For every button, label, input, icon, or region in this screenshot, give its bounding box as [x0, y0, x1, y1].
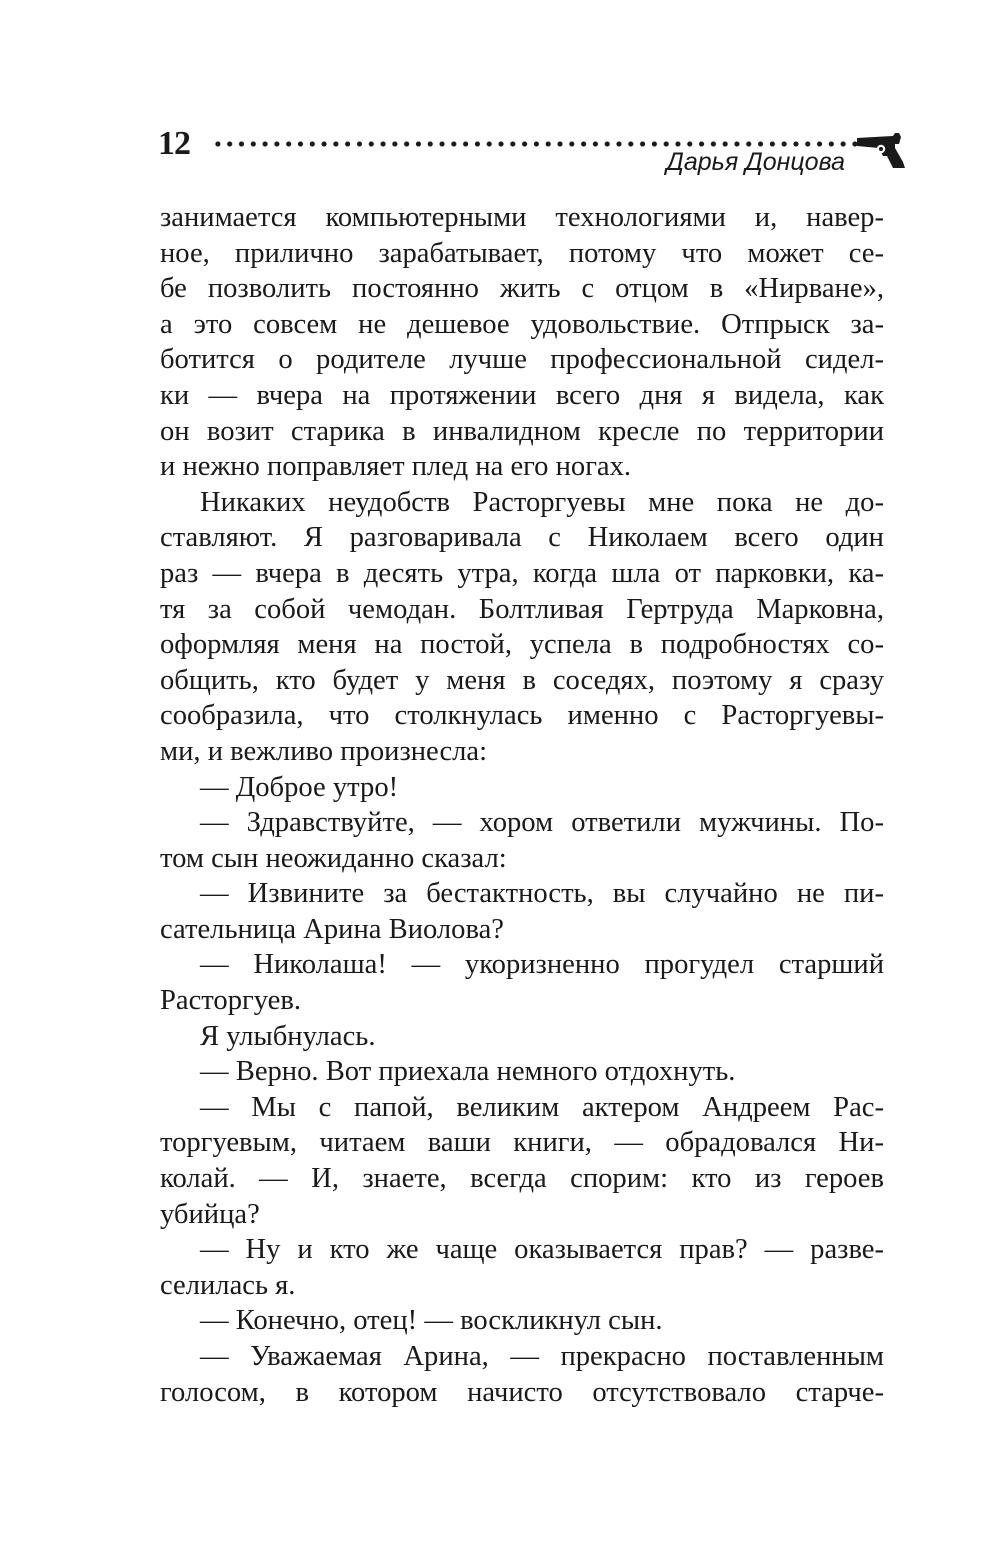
text-line: общить, кто будет у меня в соседях, поэтому я сразу [160, 664, 884, 696]
text-line: Я улыбнулась. [200, 1020, 376, 1052]
text-line: Расторгуев. [160, 985, 301, 1017]
text-line: — Николаша! — укоризненно прогудел старший [200, 949, 884, 981]
text-line: селилась я. [160, 1269, 296, 1301]
text-line: ми, и вежливо произнесла: [160, 735, 488, 767]
text-line: раз — вчера в десять утра, когда шла от парковки, ка- [160, 557, 884, 589]
text-line: бе позволить постоянно жить с отцом в «Нирване», [160, 273, 884, 305]
text-line: сательница Арина Виолова? [160, 913, 504, 945]
text-line: ботится о родителе лучше профессиональной сидел- [160, 344, 884, 376]
text-line: — Мы с папой, великим актером Андреем Рас- [200, 1091, 884, 1123]
text-line: — Уважаемая Арина, — прекрасно поставленным [200, 1341, 884, 1372]
text-line: занимается компьютерными технологиями и, навер- [160, 202, 884, 233]
text-line: убийца? [160, 1198, 260, 1230]
text-line: — Верно. Вот приехала немного отдохнуть. [200, 1056, 736, 1088]
text-line: ное, прилично зарабатывает, потому что может се- [160, 237, 884, 269]
text-line: он возит старика в инвалидном кресле по территории [160, 415, 884, 447]
running-title: Дарья Донцова [666, 148, 845, 176]
text-line: — Ну и кто же чаще оказывается прав? — разве- [200, 1234, 884, 1266]
text-body [160, 200, 884, 1410]
text-line: — Извините за бестактность, вы случайно не пи- [200, 878, 884, 910]
text-line: ставляют. Я разговаривала с Николаем всего один [160, 522, 884, 554]
text-line: Никаких неудобств Расторгуевы мне пока не до- [200, 486, 884, 518]
text-line: том сын неожиданно сказал: [160, 842, 507, 874]
text-line: ки — вчера на протяжении всего дня я видела, как [160, 379, 884, 411]
text-line: а это совсем не дешевое удовольствие. Отпрыск за- [160, 308, 884, 340]
text-line: — Конечно, отец! — воскликнул сын. [200, 1305, 663, 1337]
revolver-icon [855, 128, 911, 170]
text-line: голосом, в котором начисто отсутствовало старче- [160, 1376, 884, 1408]
text-line: колай. — И, знаете, всегда спорим: кто из героев [160, 1163, 884, 1195]
text-line: тя за собой чемодан. Болтливая Гертруда Марковна, [160, 593, 884, 625]
page-number: 12 [158, 125, 190, 162]
text-line: — Здравствуйте, — хором ответили мужчины. По- [200, 807, 884, 839]
text-line: торгуевым, читаем ваши книги, — обрадовался Ни- [160, 1127, 884, 1159]
text-line: сообразила, что столкнулась именно с Расторгуевы- [160, 700, 884, 732]
text-line: и нежно поправляет плед на его ногах. [160, 451, 632, 483]
text-line: оформляя меня на постой, успела в подробностях со- [160, 629, 884, 661]
text-line: — Доброе утро! [200, 771, 399, 803]
